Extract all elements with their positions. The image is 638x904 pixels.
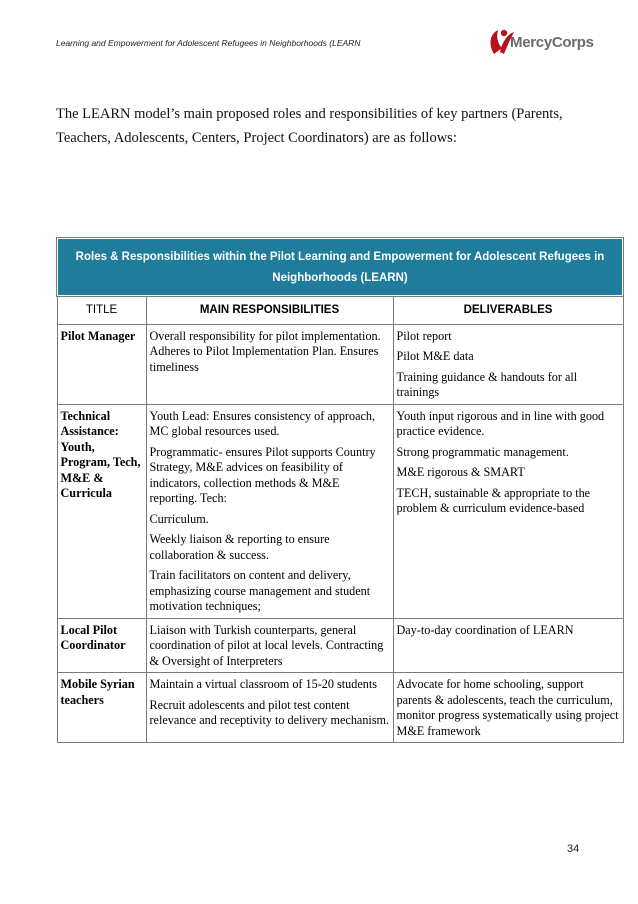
deliverable-item: TECH, sustainable & appropriate to the problem & curriculum evidence-based [396,485,591,515]
running-header: Learning and Empowerment for Adolescent Refugees in Neighborhoods (LEARN [56,38,361,48]
responsibility-item: Liaison with Turkish counterparts, general coordination of pilot at local levels. Contracting & Oversight of Interpreters [149,622,384,668]
row-title: Local Pilot Coordinator [57,618,146,673]
row-title: Mobile Syrian teachers [57,673,146,743]
roles-table [56,237,624,743]
header-deliverables: DELIVERABLES [393,296,623,324]
row-responsibilities [146,324,393,404]
deliverable-item: M&E rigorous & SMART [396,465,525,479]
deliverable-item: Advocate for home schooling, support parents & adolescents, teach the curriculum, monitor progress systematically using project M&E framework [396,677,619,738]
row-responsibilities [146,404,393,618]
responsibility-item: Youth Lead: Ensures consistency of approach, MC global resources used. [149,408,376,438]
table-row [57,618,623,673]
responsibility-item: Train facilitators on content and delivery, emphasizing course management and student motivation techniques; [149,568,371,613]
row-deliverables [393,404,623,618]
table-row [57,404,623,618]
row-responsibilities [146,618,393,673]
row-title: Pilot Manager [57,324,146,404]
header-title: TITLE [57,296,146,324]
deliverable-item: Day-to-day coordination of LEARN [396,622,574,637]
deliverable-item: Pilot report [396,328,452,343]
intro-paragraph: The LEARN model’s main proposed roles and responsibilities of key partners (Parents, Teachers, Adolescents, Centers, Project Coordinators) are as follows: [56,106,563,146]
deliverable-item: Training guidance & handouts for all trainings [396,369,578,399]
page-number: 34 [567,843,580,855]
deliverable-item: Pilot M&E data [396,349,474,363]
row-deliverables [393,618,623,673]
deliverable-item: Strong programmatic management. [396,444,569,459]
row-deliverables [393,324,623,404]
row-responsibilities [146,673,393,743]
row-title: Technical Assistance: Youth, Program, Tech, M&E & Curricula [57,404,146,618]
responsibility-item: Programmatic- ensures Pilot supports Country Strategy, M&E advices on feasibility of indicators, collection methods & M&E reporting. Tech: [149,444,376,505]
header-responsibilities: MAIN RESPONSIBILITIES [146,296,393,324]
responsibility-item: Curriculum. [149,511,209,526]
responsibility-item: Overall responsibility for pilot implementation. Adheres to Pilot Implementation Plan. Ensures timeliness [149,328,381,374]
logo-text: MercyCorps [510,34,594,51]
table-row [57,673,623,743]
responsibility-item: Maintain a virtual classroom of 15-20 students [149,677,377,691]
table-caption: Roles & Responsibilities within the Pilot Learning and Empowerment for Adolescent Refugees in Neighborhoods (LEARN) [57,238,623,296]
row-deliverables [393,673,623,743]
table-row [57,324,623,404]
deliverable-item: Youth input rigorous and in line with good practice evidence. [396,408,605,438]
responsibility-item: Recruit adolescents and pilot test content relevance and receptivity to delivery mechanism. [149,697,390,727]
responsibility-item: Weekly liaison & reporting to ensure collaboration & success. [149,532,330,562]
